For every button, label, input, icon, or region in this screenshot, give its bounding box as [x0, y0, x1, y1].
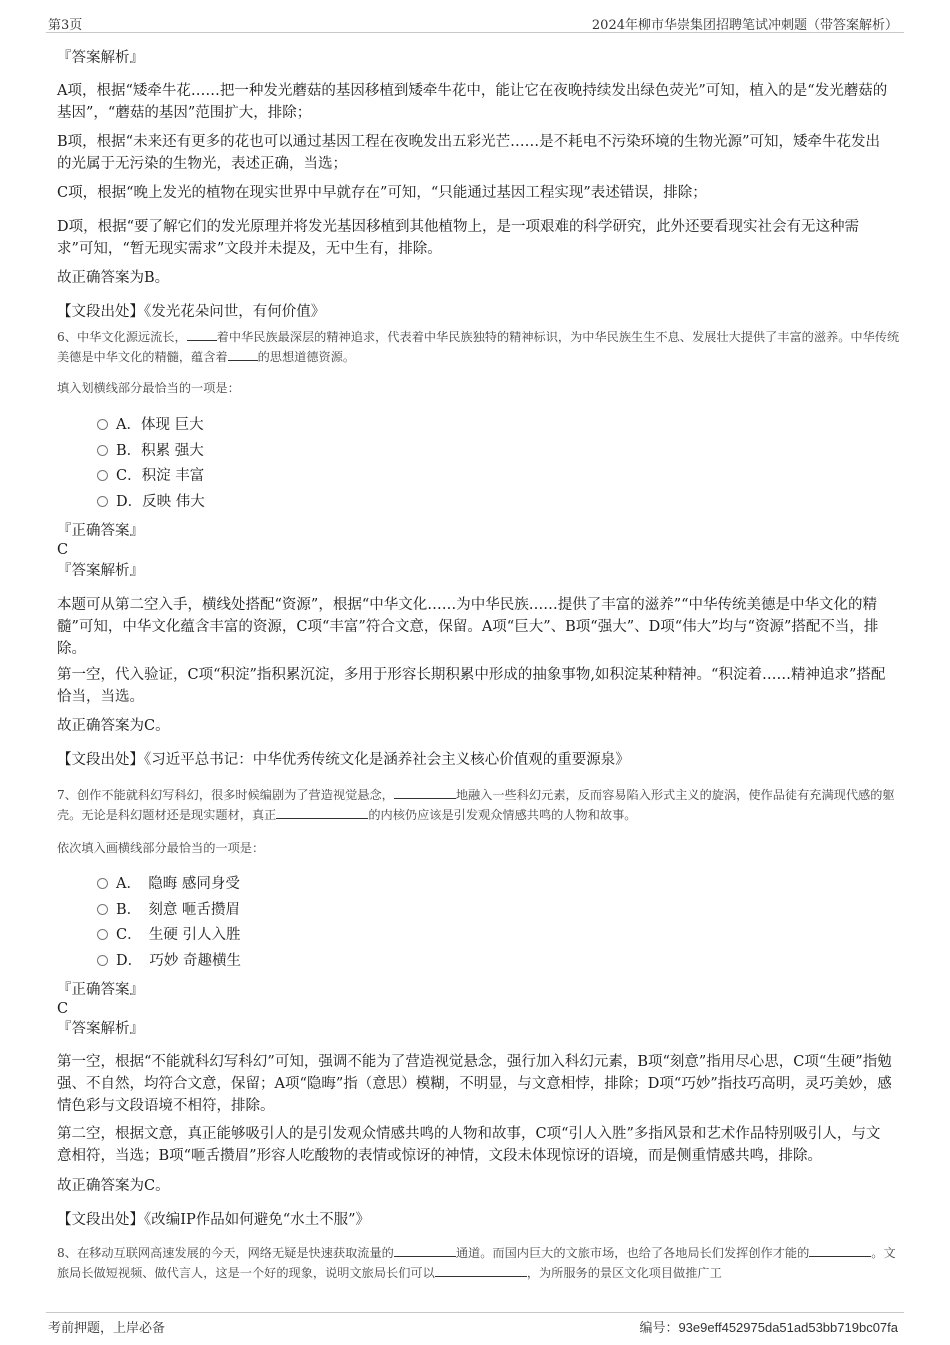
- q6-analysis-2: 第一空，代入验证，C项“积淀”指积累沉淀，多用于形容长期积累中形成的抽象事物,如积淀某种精神。“积淀着……精神追求”搭配恰当，当选。: [57, 667, 886, 705]
- answer-blank: [276, 806, 368, 819]
- document-title: 2024年柳市华崇集团招聘笔试冲刺题（带答案解析）: [591, 18, 898, 33]
- q7-correct-label: 『正确答案』: [57, 982, 144, 998]
- page-number: 第3页: [48, 18, 83, 33]
- q7-analysis-1: 第一空，根据“不能就科幻写科幻”可知，强调不能为了营造视觉悬念，强行加入科幻元素，B项“刻意”指用尽心思，C项“生硬”指勉强、不自然，均符合文意，保留；A项“隐晦”指（意思）模糊，不明显，与文意相悖，排除；D项“巧妙”指技巧高明，灵巧美妙，感情色彩与文段语境不相符，排除。: [57, 1054, 892, 1114]
- q6-correct-answer: C: [57, 542, 69, 558]
- prev-analysis-b: B项，根据“未来还有更多的花也可以通过基因工程在夜晚发出五彩光芒……是不耗电不污染环境的生物光源”可知，矮牵牛花发出的光属于无污染的生物光，表述正确，当选；: [57, 134, 880, 172]
- q6-option-c[interactable]: C．积淀 丰富: [97, 465, 204, 487]
- radio-icon[interactable]: [97, 496, 108, 507]
- radio-icon[interactable]: [97, 445, 108, 456]
- q6-source: 【文段出处】《习近平总书记：中华优秀传统文化是涵养社会主义核心价值观的重要源泉》: [57, 752, 630, 768]
- prev-conclusion: 故正确答案为B。: [57, 270, 170, 286]
- answer-blank: [394, 1244, 456, 1257]
- answer-blank: [809, 1244, 871, 1257]
- page-footer: [46, 1312, 904, 1337]
- radio-icon[interactable]: [97, 929, 108, 940]
- q7-option-a[interactable]: A． 隐晦 感同身受: [97, 873, 240, 895]
- radio-icon[interactable]: [97, 904, 108, 915]
- answer-blank: [228, 348, 258, 361]
- q7-source: 【文段出处】《改编IP作品如何避免“水土不服”》: [57, 1212, 371, 1228]
- radio-icon[interactable]: [97, 955, 108, 966]
- q6-analysis-label: 『答案解析』: [57, 563, 144, 579]
- answer-blank: [394, 786, 456, 799]
- answer-blank: [435, 1264, 527, 1277]
- radio-icon[interactable]: [97, 419, 108, 430]
- radio-icon[interactable]: [97, 470, 108, 481]
- q7-analysis-label: 『答案解析』: [57, 1021, 144, 1037]
- q7-analysis-2: 第二空，根据文意，真正能够吸引人的是引发观众情感共鸣的人物和故事，C项“引人入胜”多指风景和艺术作品特别吸引人，与文意相符，当选；B项“咂舌攒眉”形容人吃酸物的表情或惊讶的神情，文段未体现惊讶的语境，而是侧重情感共鸣，排除。: [57, 1126, 881, 1164]
- prev-analysis-c: C项，根据“晚上发光的植物在现实世界中早就存在”可知，“只能通过基因工程实现”表述错误，排除；: [57, 185, 707, 201]
- prev-analysis-a: A项，根据“矮牵牛花……把一种发光蘑菇的基因移植到矮牵牛花中，能让它在夜晚持续发出绿色荧光”可知，植入的是“发光蘑菇的基因”，“蘑菇的基因”范围扩大，排除；: [57, 83, 888, 121]
- prev-analysis-d: D项，根据“要了解它们的发光原理并将发光基因移植到其他植物上，是一项艰难的科学研究，此外还要看现实社会有无这种需求”可知，“暂无现实需求”文段并未提及，无中生有，排除。: [57, 219, 860, 257]
- q7-option-b[interactable]: B． 刻意 咂舌攒眉: [97, 899, 240, 921]
- footer-slogan: 考前押题，上岸必备: [48, 1321, 166, 1336]
- q6-analysis-1: 本题可从第二空入手，横线处搭配“资源”，根据“中华文化……为中华民族……提供了丰富的滋养”“中华传统美德是中华文化的精髓”可知，中华文化蕴含丰富的资源，C项“丰富”符合文意，保留。A项“巨大”、B项“强大”、D项“伟大”均与“资源”搭配不当，排除。: [57, 597, 879, 657]
- page-header: [46, 12, 904, 33]
- q7-option-c[interactable]: C． 生硬 引人入胜: [97, 924, 240, 946]
- prev-source: 【文段出处】《发光花朵问世，有何价值》: [57, 304, 326, 320]
- q7-correct-answer: C: [57, 1001, 69, 1017]
- question-7-text: 7、创作不能就科幻写科幻，很多时候编剧为了营造视觉悬念， 地融入一些科幻元素，反而容易陷入形式主义的旋涡，使作品徒有充满现代感的躯壳。无论是科幻题材还是现实题材，真正 的内核仍应该是引发观众情感共鸣的人物和故事。: [57, 788, 895, 822]
- q6-option-b[interactable]: B．积累 强大: [97, 440, 204, 462]
- radio-icon[interactable]: [97, 878, 108, 889]
- question-6-prompt: 填入划横线部分最恰当的一项是：: [57, 381, 240, 395]
- q6-option-d[interactable]: D．反映 伟大: [97, 491, 205, 513]
- question-6-text: 6、中华文化源远流长， 着中华民族最深层的精神追求，代表着中华民族独特的精神标识，为中华民族生生不息、发展壮大提供了丰富的滋养。中华传统美德是中华文化的精髓，蕴含着 的思想道德资源。: [57, 330, 900, 364]
- q7-option-d[interactable]: D． 巧妙 奇趣横生: [97, 950, 241, 972]
- answer-blank: [187, 328, 217, 341]
- q6-option-a[interactable]: A．体现 巨大: [97, 414, 204, 436]
- question-8-text: 8、在移动互联网高速发展的今天，网络无疑是快速获取流量的 通道。而国内巨大的文旅市场，也给了各地局长们发挥创作才能的 。文旅局长做短视频、做代言人，这是一个好的现象，说明文旅局长们可以 ，为所服务的景区文化项目做推广工: [57, 1246, 896, 1280]
- q6-correct-label: 『正确答案』: [57, 523, 144, 539]
- prev-analysis-label: 『答案解析』: [57, 50, 144, 66]
- question-7-prompt: 依次填入画横线部分最恰当的一项是：: [57, 841, 265, 855]
- q6-conclusion: 故正确答案为C。: [57, 718, 170, 734]
- q7-conclusion: 故正确答案为C。: [57, 1178, 170, 1194]
- document-code: 编号：93e9eff452975da51ad53bb719bc07fa: [639, 1320, 898, 1336]
